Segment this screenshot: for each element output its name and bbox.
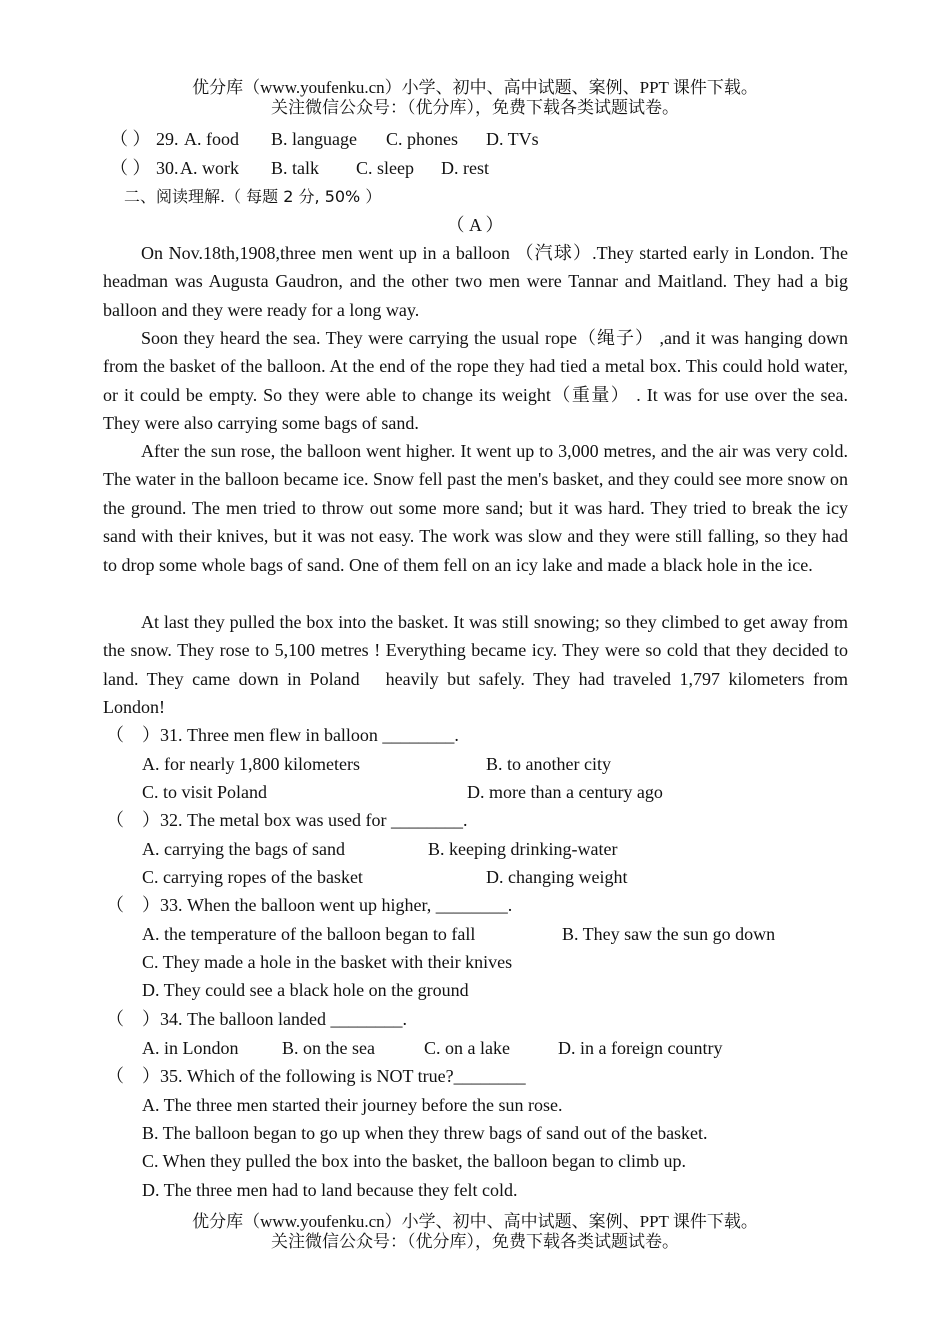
header-line-1: 优分库（www.youfenku.cn）小学、初中、高中试题、案例、PPT 课件下载。 (192, 78, 758, 97)
q30-option-a: A. work (180, 158, 239, 178)
q30-num: 30. (156, 158, 179, 178)
paragraph-1-text: On Nov.18th,1908,three men went up in a balloon （汽球）.They started early in London. The headman was Augusta Gaudron, and the other two men were Tannar and Maitland. They had a big balloon and they were ready for a long way. (103, 243, 848, 320)
passage-label: （ A ） (446, 215, 504, 235)
question-33-stem: （ ）33. When the balloon went up higher, ________. (106, 895, 513, 915)
q29-option-b: B. language (271, 129, 357, 149)
q34-option-b: B. on the sea (282, 1038, 375, 1058)
passage-paragraph-3 (103, 437, 848, 579)
passage-paragraph-2 (103, 324, 848, 438)
q30-option-c: C. sleep (356, 158, 414, 178)
paragraph-3-text: After the sun rose, the balloon went higher. It went up to 3,000 metres, and the air was very cold. The water in the balloon became ice. Snow fell past the men's basket, and they could see more snow on the ground. The men tried to throw out some more sand; but it was hard. They tried to break the icy sand with their knives, but it was not easy. The work was slow and they were still falling, so they had to drop some whole bags of sand. One of them fell on an icy lake and made a black hole in the ice. (103, 441, 848, 575)
q32-option-c: C. carrying ropes of the basket (142, 867, 363, 887)
q33-option-c: C. They made a hole in the basket with their knives (142, 952, 513, 972)
question-35-stem: （ ）35. Which of the following is NOT true?________ (106, 1066, 526, 1086)
q33-option-b: B. They saw the sun go down (562, 924, 776, 944)
q30-option-d: D. rest (441, 158, 489, 178)
q35-option-c: C. When they pulled the box into the basket, the balloon began to climb up. (142, 1151, 687, 1171)
q32-option-d: D. changing weight (486, 867, 628, 887)
q32-option-b: B. keeping drinking-water (428, 839, 618, 859)
footer-line-2: 关注微信公众号：（优分库），免费下载各类试题试卷。 (271, 1232, 679, 1251)
q33-option-a: A. the temperature of the balloon began to fall (142, 924, 476, 944)
passage-paragraph-4 (103, 608, 848, 722)
q29-option-a: A. food (184, 129, 239, 149)
q32-option-a: A. carrying the bags of sand (142, 839, 345, 859)
q35-option-b: B. The balloon began to go up when they threw bags of sand out of the basket. (142, 1123, 708, 1143)
passage-paragraph-1 (103, 239, 848, 324)
q31-option-a: A. for nearly 1,800 kilometers (142, 754, 360, 774)
paragraph-4-text: At last they pulled the box into the basket. It was still snowing; so they climbed to get away from the snow. They rose to 5,100 metres ! Everything became icy. They were so cold that they decided to land. They came down in Poland heavily but safely. They had traveled 1,797 kilometers from London! (103, 612, 848, 718)
footer-line-1: 优分库（www.youfenku.cn）小学、初中、高中试题、案例、PPT 课件下载。 (192, 1212, 758, 1231)
q29-option-c: C. phones (386, 129, 458, 149)
q35-option-a: A. The three men started their journey before the sun rose. (142, 1095, 563, 1115)
q34-option-c: C. on a lake (424, 1038, 510, 1058)
q30-option-b: B. talk (271, 158, 319, 178)
bracket-30: （ ） (110, 158, 151, 178)
q29-num: 29. (156, 129, 179, 149)
question-31-stem: （ ）31. Three men flew in balloon ________. (106, 725, 459, 745)
bracket-29: （ ） (110, 129, 151, 149)
q31-option-c: C. to visit Poland (142, 782, 268, 802)
paragraph-2-text: Soon they heard the sea. They were carrying the usual rope（绳子） ,and it was hanging down from the basket of the balloon. At the end of the rope they had tied a metal box. This could hold water, or it could be empty. So they were able to change its weight（重量） . It was for use over the sea. They were also carrying some bags of sand. (103, 328, 848, 434)
section-title: 二、阅读理解.（ 每题 2 分, 50% ） (124, 187, 382, 206)
q35-option-d: D. The three men had to land because they felt cold. (142, 1180, 518, 1200)
q34-option-d: D. in a foreign country (558, 1038, 723, 1058)
question-32-stem: （ ）32. The metal box was used for ________. (106, 810, 468, 830)
question-34-stem: （ ）34. The balloon landed ________. (106, 1009, 407, 1029)
q31-option-d: D. more than a century ago (467, 782, 663, 802)
q31-option-b: B. to another city (486, 754, 611, 774)
q33-option-d: D. They could see a black hole on the ground (142, 980, 469, 1000)
q34-option-a: A. in London (142, 1038, 239, 1058)
header-line-2: 关注微信公众号：（优分库），免费下载各类试题试卷。 (271, 98, 679, 117)
q29-option-d: D. TVs (486, 129, 539, 149)
